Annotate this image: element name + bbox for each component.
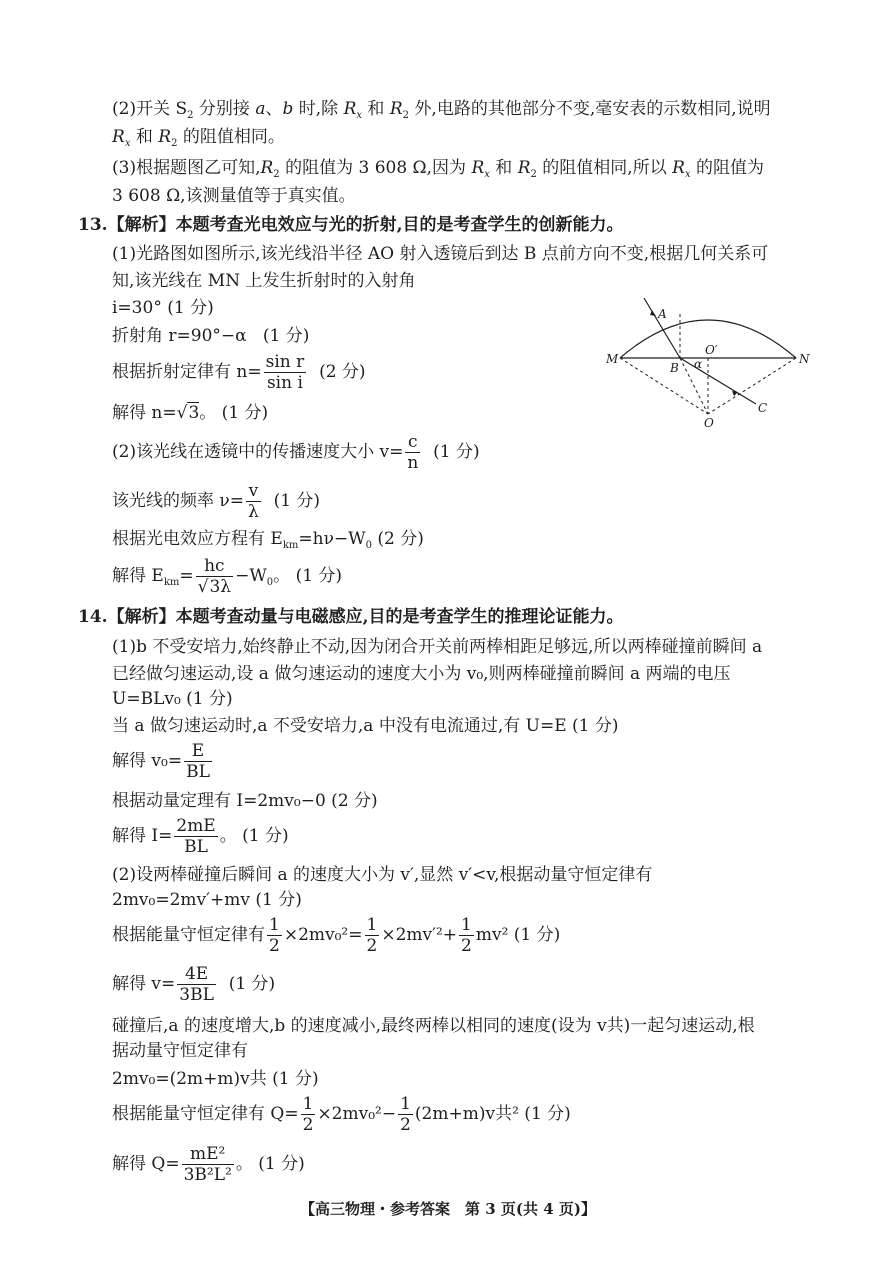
q14-line-3: U=BLv₀ (1 分)	[112, 689, 233, 709]
fraction: $\frac{E}{BL}$	[186, 741, 210, 782]
fraction: $\frac{4E}{3BL}$	[179, 964, 214, 1005]
fraction: $\frac{1}{2}$	[461, 915, 472, 956]
q14-line-5: 解得 v₀= $\frac{E}{BL}$	[112, 741, 210, 782]
q14-line-13: 据动量守恒定律有	[112, 1041, 248, 1061]
q13-line-8: 该光线的频率 ν= $\frac{v}{\lambda}$ (1 分)	[112, 481, 321, 522]
fraction: $\frac{\text{sin r}}{\text{sin i}}$	[265, 352, 305, 393]
para-2-line-1: (2)开关 $S_2$ 分别接 a、b 时,除 $R_x$ 和 $R_2$ 外,电路的其他部分不变,毫安表的示数相同,说明	[112, 99, 771, 121]
q13-line-6: 解得 n=√3。 (1 分)	[112, 403, 269, 423]
fraction: $\frac{c}{n}$	[407, 432, 419, 473]
label-b: B	[670, 361, 679, 375]
label-o: O	[704, 416, 714, 430]
q14-line-6: 根据动量定理有 I=2mv₀−0 (2 分)	[112, 791, 378, 811]
fraction: $\frac{1}{2}$	[366, 915, 378, 956]
q13-line-5: 根据折射定律有 n= $\frac{\text{sin r}}{\text{sin i}}$ (2 分)	[112, 352, 366, 393]
fraction: $\frac{1}{2}$	[302, 1094, 314, 1135]
label-o-prime: O′	[705, 343, 718, 357]
label-alpha: α	[694, 357, 703, 371]
q14-line-9: 2mv₀=2mv′+mv (1 分)	[112, 890, 302, 910]
dashed-no	[708, 358, 796, 414]
q14-line-15: 根据能量守恒定律有 Q= $\frac{1}{2}$ ×2mv₀²− $\frac{1}{2}$ (2m+m)v共² (1 分)	[112, 1094, 571, 1135]
q14-line-11: 解得 v= $\frac{4E}{3BL}$ (1 分)	[112, 964, 276, 1005]
label-n: N	[799, 352, 810, 366]
fraction: $\frac{1}{2}$	[400, 1094, 411, 1135]
fraction: $\frac{hc}{√3\lambda}$	[197, 556, 232, 597]
q13-heading: 13.【解析】本题考查光电效应与光的折射,目的是考查学生的创新能力。	[78, 215, 624, 235]
fraction: $\frac{\text{mE²}}{\text{3B²L²}}$	[183, 1144, 232, 1185]
para-3-line-2: 3 608 Ω,该测量值等于真实值。	[112, 186, 356, 206]
ray-arrow-icon	[732, 391, 738, 396]
q14-line-16: 解得 Q= $\frac{\text{mE²}}{\text{3B²L²}}$ 。 (1 分)	[112, 1144, 305, 1185]
q13-line-2: 知,该光线在 MN 上发生折射时的入射角	[112, 271, 416, 291]
q13-line-9: 根据光电效应方程有 $E_{km}=h\nu-W_0$ (2 分)	[112, 529, 424, 551]
q14-line-10: 根据能量守恒定律有 $\frac{1}{2}$ ×2mv₀²= $\frac{1}{2}$ ×2mv′²+ $\frac{1}{2}$ mv² (1 分)	[112, 915, 561, 956]
q13-line-10: 解得 $E_{km}=$ $\frac{hc}{√3\lambda}$ $-W_0$。 (1 分)	[112, 556, 343, 597]
optics-diagram	[604, 296, 824, 432]
q14-line-8: (2)设两棒碰撞后瞬间 a 的速度大小为 v′,显然 v′<v,根据动量守恒定律有	[112, 865, 653, 885]
q14-line-14: 2mv₀=(2m+m)v共 (1 分)	[112, 1069, 319, 1089]
page-footer: 【高三物理・参考答案 第 3 页(共 4 页)】	[300, 1200, 596, 1218]
q14-line-7: 解得 I= $\frac{2mE}{BL}$ 。 (1 分)	[112, 816, 289, 857]
q14-heading: 14.【解析】本题考查动量与电磁感应,目的是考查学生的推理论证能力。	[78, 607, 624, 627]
label-m: M	[606, 352, 619, 366]
q14-line-1: (1)b 不受安培力,始终静止不动,因为闭合开关前两棒相距足够远,所以两棒碰撞前瞬间 a	[112, 637, 763, 657]
q14-line-2: 已经做匀速运动,设 a 做匀速运动的速度大小为 v₀,则两棒碰撞前瞬间 a 两端的电压	[112, 664, 731, 684]
q13-line-3: i=30° (1 分)	[112, 298, 214, 318]
fraction: $\frac{v}{\lambda}$	[247, 481, 259, 522]
fraction: $\frac{1}{2}$	[269, 915, 280, 956]
q14-line-4: 当 a 做匀速运动时,a 不受安培力,a 中没有电流通过,有 U=E (1 分)	[112, 716, 619, 736]
label-a: A	[658, 307, 667, 321]
q13-line-7: (2)该光线在透镜中的传播速度大小 v= $\frac{c}{n}$ (1 分)	[112, 432, 480, 473]
ray-arrow-icon	[650, 310, 656, 316]
q13-line-1: (1)光路图如图所示,该光线沿半径 AO 射入透镜后到达 B 点前方向不变,根据几何关系可	[112, 244, 769, 264]
para-2-line-2: $R_x$ 和 $R_2$ 的阻值相同。	[112, 127, 285, 149]
q14-line-12: 碰撞后,a 的速度增大,b 的速度减小,最终两棒以相同的速度(设为 v共)一起匀速运动,根	[112, 1016, 755, 1036]
q13-line-4: 折射角 r=90°−α (1 分)	[112, 326, 310, 346]
fraction: $\frac{2mE}{BL}$	[176, 816, 216, 857]
label-c: C	[758, 401, 768, 415]
para-3-line-1: (3)根据题图乙可知$,R_2$ 的阻值为 3 608 Ω,因为 $R_x$ 和 $R_2$ 的阻值相同,所以 $R_x$ 的阻值为	[112, 158, 764, 180]
